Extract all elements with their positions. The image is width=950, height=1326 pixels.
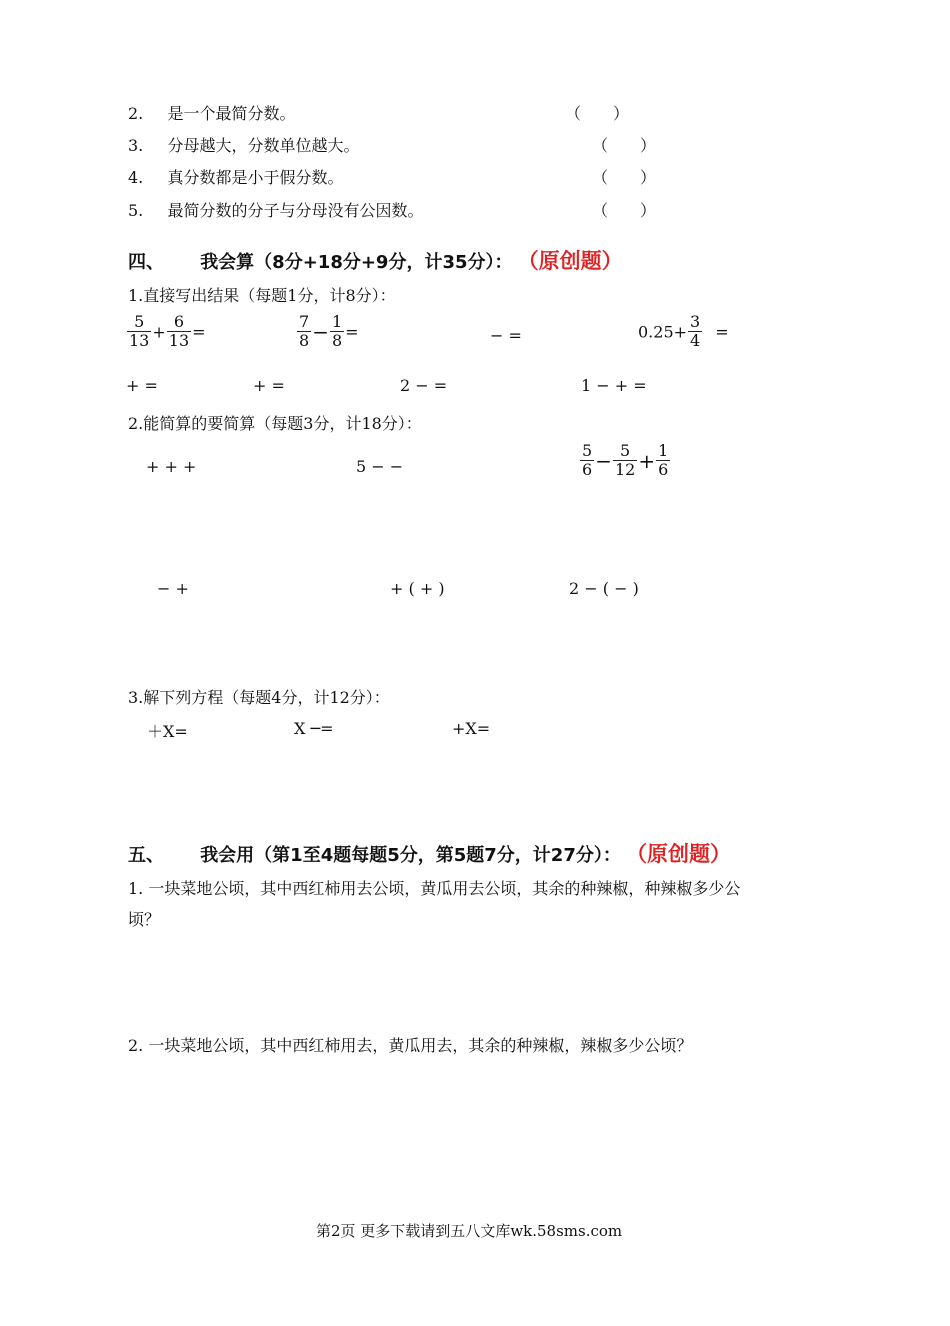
heading-text: 我会用（第1至4题每题5分，第5题7分，计27分）： [200,845,621,866]
judge-item-2 [128,101,295,124]
equation-3: +X= [452,719,491,738]
judge-item-4 [128,165,343,188]
answer-bracket: （ ） [592,201,657,220]
original-tag: （原创题） [517,249,623,273]
judge-item-5 [128,198,423,221]
item-number: 3. [128,136,144,155]
fraction: $\frac{6}{13}$ [168,312,190,351]
q1-expr-c: − = [490,326,522,345]
q2-expr-d: − + [157,579,189,598]
page-footer: 第2页 更多下载请到五八文库wk.58sms.com [316,1222,623,1240]
equation-2: X ─= [294,719,334,738]
q1-label: 1.直接写出结果（每题1分，计8分）： [128,286,396,305]
q2-label: 2.能简算的要简算（每题3分，计18分）： [128,414,422,433]
item-text: 分母越大，分数单位越大。 [167,136,360,155]
q1-expr-d: 0.25+ $\frac{3}{4}$ = [638,312,729,351]
fraction: $\frac{1}{6}$ [658,441,669,480]
section-5-heading [128,838,731,868]
judge-item-3 [128,133,359,156]
q2-expr-b: 5 − − [356,457,404,476]
q1-expr-g: 2 − = [400,376,448,395]
answer-bracket: （ ） [565,104,630,123]
heading-number: 五、 [128,845,164,866]
word-problem-1-line2: 顷？ [128,910,161,929]
fraction: $\frac{1}{8}$ [331,312,343,351]
fraction: $\frac{5}{13}$ [129,312,150,351]
q1-expr-e: + = [126,376,158,395]
q1-expr-f: + = [253,376,285,395]
word-problem-2: 2. 一块菜地公顷，其中西红柿用去，黄瓜用去，其余的种辣椒，辣椒多少公顷？ [128,1036,693,1055]
item-text: 最简分数的分子与分母没有公因数。 [167,201,424,220]
q2-expr-c: $\frac{5}{6}$ − $\frac{5}{12}$ + $\frac{1}{6}$ [582,441,669,480]
answer-bracket: （ ） [592,136,657,155]
q1-expr-a: $\frac{5}{13}$ + $\frac{6}{13}$ = [129,312,206,351]
heading-text: 我会算（8分+18分+9分，计35分）： [200,252,513,273]
q3-label: 3.解下列方程（每题4分，计12分）： [128,688,390,707]
q2-expr-f: 2 − ( − ) [569,579,639,598]
section-4-heading [128,245,623,275]
q1-expr-h: 1 − + = [581,376,647,395]
original-tag: （原创题） [625,842,731,866]
q2-expr-e: + ( + ) [390,579,445,598]
item-text: 是一个最简分数。 [167,104,296,123]
heading-number: 四、 [128,252,164,273]
q1-expr-b: $\frac{7}{8}$ − $\frac{1}{8}$ = [299,312,359,351]
fraction: $\frac{7}{8}$ [299,312,310,351]
q2-expr-a: + + + [146,457,197,476]
equation-1: ＋X= [147,722,188,741]
answer-bracket: （ ） [592,168,657,187]
item-number: 4. [128,168,144,187]
fraction: $\frac{5}{6}$ [582,441,593,480]
item-number: 5. [128,201,144,220]
item-text: 真分数都是小于假分数。 [167,168,344,187]
word-problem-1-line1: 1. 一块菜地公顷，其中西红柿用去公顷，黄瓜用去公顷，其余的种辣椒，种辣椒多少公 [128,879,741,898]
fraction: $\frac{3}{4}$ [690,312,701,351]
fraction: $\frac{5}{12}$ [614,441,636,480]
item-number: 2. [128,104,144,123]
